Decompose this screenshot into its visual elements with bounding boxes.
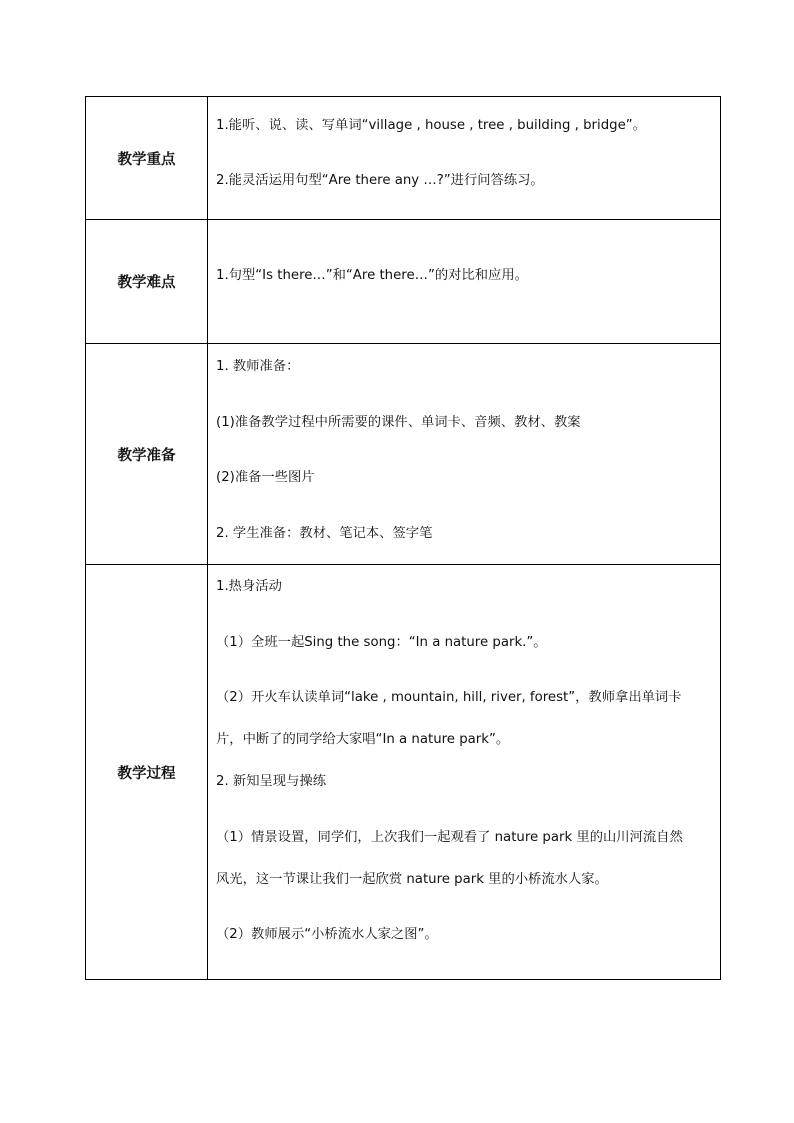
row-label-difficulties: 教学难点 [86, 220, 208, 344]
content-line: 2.能灵活运用句型“Are there any …?”进行问答练习。 [216, 173, 544, 188]
content-line: 1.热身活动 [216, 579, 282, 594]
content-line: （1）全班一起Sing the song：“In a nature park.”。 [216, 635, 547, 650]
preparation-content [208, 344, 721, 565]
difficulties-content [208, 220, 721, 344]
content-line: 1.句型“Is there…”和“Are there…”的对比和应用。 [216, 268, 528, 283]
table-row [86, 220, 721, 344]
key-points-content [208, 97, 721, 220]
content-line: 1. 教师准备： [216, 359, 300, 374]
table-row [86, 97, 721, 220]
content-line: 2. 学生准备：教材、笔记本、签字笔 [216, 526, 433, 541]
content-line: 2. 新知呈现与操练 [216, 774, 326, 789]
process-content [208, 565, 721, 980]
content-line: （2）教师展示“小桥流水人家之图”。 [216, 927, 438, 942]
row-label-process: 教学过程 [86, 565, 208, 980]
table-row [86, 344, 721, 565]
content-line: (1)准备教学过程中所需要的课件、单词卡、音频、教材、教案 [216, 415, 581, 430]
lesson-plan-table [85, 96, 721, 980]
content-line: （2）开火车认读单词“lake , mountain, hill, river, forest”，教师拿出单词卡 [216, 690, 682, 705]
row-label-key-points: 教学重点 [86, 97, 208, 220]
row-label-preparation: 教学准备 [86, 344, 208, 565]
content-line: (2)准备一些图片 [216, 470, 315, 485]
table-row [86, 565, 721, 980]
content-line: 1.能听、说、读、写单词“village , house , tree , building , bridge”。 [216, 118, 646, 133]
content-line: 风光，这一节课让我们一起欣赏 nature park 里的小桥流水人家。 [216, 872, 608, 887]
content-line: （1）情景设置，同学们，上次我们一起观看了 nature park 里的山川河流自然 [216, 830, 683, 845]
content-line: 片，中断了的同学给大家唱“In a nature park”。 [216, 732, 510, 747]
